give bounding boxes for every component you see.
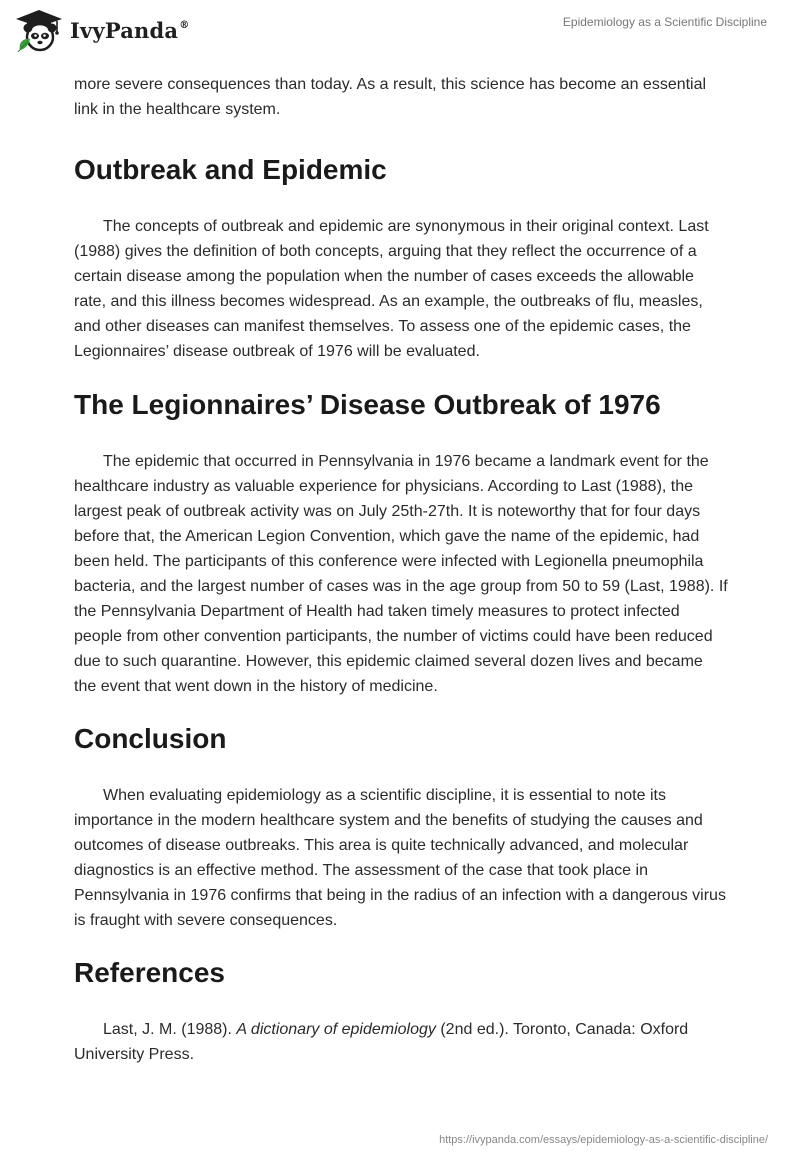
essay-content xyxy=(74,72,729,1067)
source-url[interactable]: https://ivypanda.com/essays/epidemiology-as-a-scientific-discipline/ xyxy=(439,1134,768,1146)
registered-mark: ® xyxy=(179,19,190,31)
heading-outbreak-and-epidemic: Outbreak and Epidemic xyxy=(74,154,387,185)
reference-entry xyxy=(74,1017,729,1067)
paragraph-conclusion: When evaluating epidemiology as a scientific discipline, it is essential to note its importance in the modern healthcare system and the benefits of studying the causes and outcomes of disease outbreaks. This area is quite technically advanced, and molecular diagnostics is an effective method. The assessment of the case that took place in Pennsylvania in 1976 confirms that being in the radius of an infection with a dangerous virus is fraught with severe consequences. xyxy=(74,787,726,929)
reference-title: A dictionary of epidemiology xyxy=(236,1021,436,1038)
document-title: Epidemiology as a Scientific Discipline xyxy=(562,15,767,29)
intro-paragraph: more severe consequences than today. As a result, this science has become an essential link in the healthcare system. xyxy=(74,76,707,118)
heading-legionnaires-outbreak: The Legionnaires’ Disease Outbreak of 1976 xyxy=(74,389,661,420)
paragraph-outbreak-and-epidemic: The concepts of outbreak and epidemic are synonymous in their original context. Last (1988) gives the definition of both concepts, arguing that they reflect the occurrence of a certain disease among the population when the number of cases exceeds the allowable rate, and this illness becomes widespread. As an example, the outbreaks of flu, measles, and other diseases can manifest themselves. To assess one of the epidemic cases, the Legionnaires’ disease outbreak of 1976 will be evaluated. xyxy=(74,218,709,360)
heading-references: References xyxy=(74,957,225,988)
page-header xyxy=(0,0,800,70)
reference-authors: Last, J. M. (1988). xyxy=(103,1021,237,1038)
panda-graduate-icon xyxy=(14,8,64,52)
paragraph-legionnaires-outbreak: The epidemic that occurred in Pennsylvania in 1976 became a landmark event for the healthcare industry as valuable experience for physicians. According to Last (1988), the largest peak of outbreak activity was on July 25th-27th. It is noteworthy that for four days before that, the American Legion Convention, which gave the name of the epidemic, had been held. The participants of this conference were infected with Legionella pneumophila bacteria, and the largest number of cases was in the age group from 50 to 59 (Last, 1988). If the Pennsylvania Department of Health had taken timely measures to protect infected people from other convention participants, the number of victims could have been reduced due to such quarantine. However, this epidemic claimed several dozen lives and became the event that went down in the history of medicine. xyxy=(74,453,728,695)
reference-publisher: (2nd ed.). Toronto, Canada: Oxford University Press. xyxy=(74,1021,689,1063)
brand-name: IvyPanda® xyxy=(70,17,190,43)
brand-logo[interactable] xyxy=(14,8,189,52)
heading-conclusion: Conclusion xyxy=(74,723,227,754)
